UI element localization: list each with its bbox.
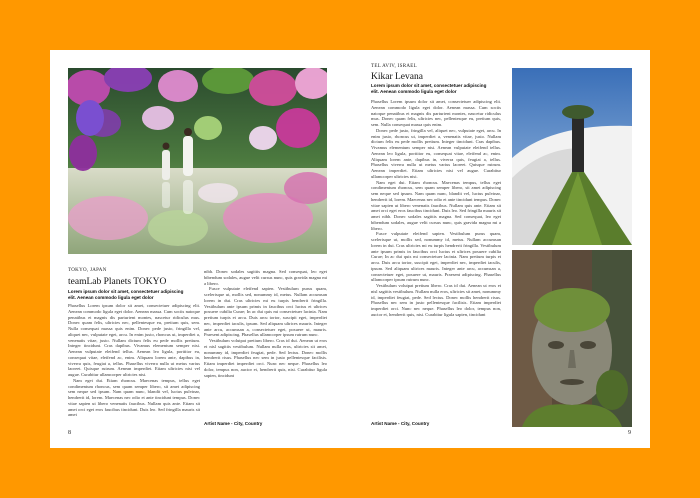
right-para: Donec pede justo, fringilla vel, aliquet nec, vulputate eget, arcu. In enim justo, rhoncus ut, imperdiet a, venenatis vitae, justo. Nullam dictum felis eu pede mollis pretium. Integer tincidunt. Cras dapibus. Vivamus elementum semper nisi. Aenean vulputate eleifend tellus. Aenean leo ligula, porttitor eu, consequat vitae, eleifend ac, enim. Aliquam lorem ante, dapibus in, viverra quis, feugiat a, tellus. Phasellus viverra nulla ut metus varius laoreet. Quisque rutrum. Aenean imperdiet. Etiam ultricies nisi vel augue. Curabitur ullamcorper ultricies nisi. (371, 127, 501, 179)
left-dek-line2: elit. Aenean commodo ligula eget dolor (68, 294, 154, 300)
left-column-1 (68, 303, 200, 430)
left-dek-line1: Lorem ipsum dolor sit amet, consectetuer adipiscing (68, 289, 184, 294)
right-credit: Artist Name - City, Country (371, 421, 430, 426)
right-para: Vestibulum volutpat pretium libero. Cras id dui. Aenean ut eros et nisl sagittis vestibulum. Nullam nulla eros, ultricies sit amet, nonummy id, imperdiet feugiat, pede. Sed lectus. Donec mollis hendrerit risus. Phasellus nec sem in justo pellentesque facilisis. Etiam imperdiet imperdiet orci. Nunc nec neque. Phasellus leo dolor, tempus non, auctor et, hendrerit quis, nisi. Curabitur ligula sapien, tincidunt (371, 283, 501, 317)
left-credit: Artist Name - City, Country (204, 421, 263, 426)
magazine-spread (50, 50, 650, 448)
left-page-number: 8 (68, 430, 71, 436)
right-page-number: 9 (628, 430, 631, 436)
right-title: Kikar Levana (371, 72, 423, 82)
right-para: Nam eget dui. Etiam rhoncus. Maecenas tempus, tellus eget condimentum rhoncus, sem quam semper libero, sit amet adipiscing sem neque sed ipsum. Nam quam nunc, blandit vel, luctus pulvinar, hendrerit id, lorem. Maecenas nec odio et ante tincidunt tempus. Donec vitae sapien ut libero venenatis faucibus. Nullam quis ante. Etiam sit amet orci eget eros faucibus tincidunt. Duis leo. Sed fringilla mauris sit amet nibh. Donec sodales sagittis magna. Sed consequat, leo eget bibendum sodales, augue velit cursus nunc, quis gravida magna mi a libero. (371, 179, 501, 231)
teamlab-photo-art (68, 68, 327, 254)
right-dek-line2: elit. Aenean commodo ligula eget dolor (371, 88, 457, 94)
right-para: Fusce vulputate eleifend sapien. Vestibulum purus quam, scelerisque ut, mollis sed, nonummy id, metus. Nullam accumsan lorem in dui. Cras ultricies mi eu turpis hendrerit fringilla. Vestibulum ante ipsum primis in faucibus orci luctus et ultrices posuere cubilia Curae; In ac dui quis mi consectetuer lacinia. Nam pretium turpis et arcu. Duis arcu tortor, suscipit eget, imperdiet nec, imperdiet iaculis, ipsum. Sed aliquam ultrices mauris. Integer ante arcu, accumsan a, consectetuer eget, posuere ut, mauris. Praesent adipiscing. Phasellus ullamcorper ipsum rutrum nunc. (371, 231, 501, 283)
left-column-2 (204, 269, 327, 421)
right-para: Phasellus Lorem ipsum dolor sit amet, consectetuer adipiscing elit. Aenean commodo ligula eget dolor. Aenean massa. Cum sociis natoque penatibus et magnis dis parturient montes, nascetur ridiculus mus. Donec quam felis, ultricies nec, pellentesque eu, pretium quis, sem. Nulla consequat massa quis enim. (371, 99, 501, 127)
left-kicker: TOKYO, JAPAN (68, 268, 107, 273)
moss-head-photo-art (512, 250, 632, 427)
left-title: teamLab Planets TOKYO (68, 277, 167, 287)
moss-head-photo (512, 250, 632, 427)
left-col1-para: Nam eget dui. Etiam rhoncus. Maecenas tempus, tellus eget condimentum rhoncus, sem quam semper libero, sit amet adipiscing sem neque sed ipsum. Nam quam nunc, blandit vel, luctus pulvinar, hendrerit id, lorem. Maecenas nec odio et ante tincidunt tempus. Donec vitae sapien ut libero venenatis faucibus. Nullam quis ante. Etiam sit amet orci eget eros faucibus tincidunt. Duis leo. Sed fringilla mauris sit amet (68, 377, 200, 418)
white-dome-photo-art (512, 68, 632, 245)
left-dek (68, 289, 208, 300)
teamlab-photo (68, 68, 327, 254)
left-col2-para: nibh. Donec sodales sagittis magna. Sed consequat, leo eget bibendum sodales, augue velit cursus nunc, quis gravida magna mi a libero. (204, 269, 327, 286)
left-col2-para: Fusce vulputate eleifend sapien. Vestibulum purus quam, scelerisque ut, mollis sed, nonummy id, metus. Nullam accumsan lorem in dui. Cras ultricies mi eu turpis hendrerit fringilla. Vestibulum ante ipsum primis in faucibus orci luctus et ultrices posuere cubilia Curae; In ac dui quis mi consectetuer lacinia. Nam pretium turpis et arcu. Duis arcu tortor, suscipit eget, imperdiet nec, imperdiet iaculis, ipsum. Sed aliquam ultrices mauris. Integer ante arcu, accumsan a, consectetuer eget, posuere ut, mauris. Praesent adipiscing. Phasellus ullamcorper ipsum rutrum nunc. (204, 286, 327, 338)
left-col2-para: Vestibulum volutpat pretium libero. Cras id dui. Aenean ut eros et nisl sagittis vestibulum. Nullam nulla eros, ultricies sit amet, nonummy id, imperdiet feugiat, pede. Sed lectus. Donec mollis hendrerit risus. Phasellus nec sem in justo pellentesque facilisis. Etiam imperdiet imperdiet orci. Nunc nec neque. Phasellus leo dolor, tempus non, auctor et, hendrerit quis, nisi. Curabitur ligula sapien, tincidunt (204, 338, 327, 378)
white-dome-photo (512, 68, 632, 245)
right-dek-line1: Lorem ipsum dolor sit amet, consectetuer adipiscing (371, 83, 487, 88)
right-column (371, 99, 501, 420)
right-kicker: TEL AVIV, ISRAEL (371, 64, 417, 69)
left-col1-para: Phasellus Lorem ipsum dolor sit amet, consectetuer adipiscing elit. Aenean commodo ligula eget dolor. Aenean massa. Cum sociis natoque penatibus et magnis dis parturient montes, nascetur ridiculus mus. Donec quam felis, ultricies nec, pellentesque eu, pretium quis, sem. Nulla consequat massa quis enim. Donec pede justo, fringilla vel, aliquet nec, vulputate eget, arcu. In enim justo, rhoncus ut, imperdiet a, venenatis vitae, justo. Nullam dictum felis eu pede mollis pretium. Integer tincidunt. Cras dapibus. Vivamus elementum semper nisi. Aenean vulputate eleifend tellus. Aenean leo ligula, porttitor eu, consequat vitae, eleifend ac, enim. Aliquam lorem ante, dapibus in, viverra quis, feugiat a, tellus. Phasellus viverra nulla ut metus varius laoreet. Quisque rutrum. Aenean imperdiet. Etiam ultricies nisi vel augue. Curabitur ullamcorper ultricies nisi. (68, 303, 200, 377)
right-dek (371, 83, 511, 94)
